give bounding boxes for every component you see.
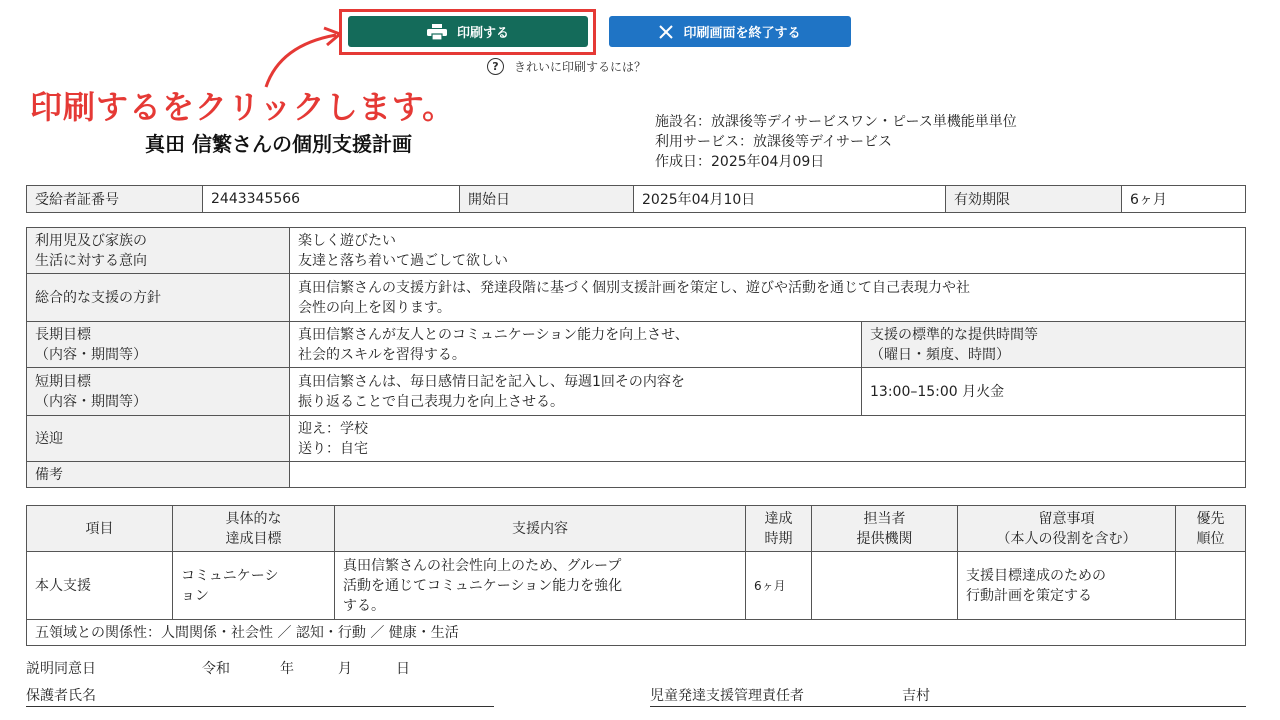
- guardian-signature-line: [26, 706, 494, 707]
- validity-label: 有効期限: [946, 186, 1122, 213]
- remarks-value: [290, 462, 1246, 488]
- certificate-table: [26, 185, 1246, 213]
- intent-label: 利用児及び家族の 生活に対する意向: [27, 228, 290, 274]
- policy-label: 総合的な支援の方針: [27, 274, 290, 322]
- col-content: 支援内容: [335, 506, 746, 552]
- consent-day: 日: [396, 661, 410, 677]
- cert-number-label: 受給者証番号: [27, 186, 203, 213]
- close-button-label: 印刷画面を終了する: [683, 26, 801, 41]
- validity-value: 6ヶ月: [1122, 186, 1246, 213]
- long-term-label: 長期目標 （内容・期間等）: [27, 322, 290, 368]
- long-term-goal: 真田信繁さんが友人とのコミュニケーション能力を向上させ、 社会的スキルを習得する。: [290, 322, 862, 368]
- help-text: きれいに印刷するには？: [514, 60, 647, 74]
- col-notes: 留意事項 （本人の役割を含む）: [958, 506, 1176, 552]
- close-icon: [659, 25, 673, 39]
- col-target: 具体的な 達成目標: [173, 506, 335, 552]
- goals-table: [26, 505, 1246, 646]
- short-term-label: 短期目標 （内容・期間等）: [27, 368, 290, 416]
- five-domains: 五領域との関係性：人間関係・社会性 ／ 認知・行動 ／ 健康・生活: [27, 620, 1246, 646]
- guardian-name-label: 保護者氏名: [26, 688, 96, 704]
- goal-target: コミュニケーシ ョン: [173, 552, 335, 620]
- close-print-view-button[interactable]: [609, 16, 851, 47]
- consent-date-label: 説明同意日: [26, 661, 96, 677]
- service-hours-label: 支援の標準的な提供時間等 （曜日・頻度、時間）: [862, 322, 1246, 368]
- print-help-link[interactable]: [487, 58, 646, 75]
- facility-info: [655, 112, 1017, 172]
- goal-priority: [1176, 552, 1246, 620]
- transport-label: 送迎: [27, 416, 290, 462]
- print-button[interactable]: [348, 16, 588, 47]
- printer-icon: [427, 24, 447, 40]
- intent-value: 楽しく遊びたい 友達と落ち着いて過ごして欲しい: [290, 228, 1246, 274]
- table-row: [27, 552, 1246, 620]
- created-date: 作成日：2025年04月09日: [655, 154, 825, 170]
- annotation-callout: 印刷するをクリックします。: [30, 88, 456, 126]
- transport-value: 迎え：学校 送り：自宅: [290, 416, 1246, 462]
- plan-title: 真田 信繁さんの個別支援計画: [145, 132, 412, 156]
- col-staff: 担当者 提供機関: [812, 506, 958, 552]
- goal-content: 真田信繁さんの社会性向上のため、グループ 活動を通じてコミュニケーション能力を強化 する。: [335, 552, 746, 620]
- consent-month: 月: [338, 661, 352, 677]
- manager-signature-line: [650, 706, 1246, 707]
- start-date-label: 開始日: [460, 186, 634, 213]
- service-hours-value: 13:00–15:00 月火金: [862, 368, 1246, 416]
- col-item: 項目: [27, 506, 173, 552]
- goal-period: 6ヶ月: [746, 552, 812, 620]
- goal-notes: 支援目標達成のための 行動計画を策定する: [958, 552, 1176, 620]
- service-type: 利用サービス：放課後等デイサービス: [655, 134, 893, 150]
- consent-year: 年: [280, 661, 294, 677]
- remarks-label: 備考: [27, 462, 290, 488]
- goal-staff: [812, 552, 958, 620]
- col-period: 達成 時期: [746, 506, 812, 552]
- print-button-label: 印刷する: [456, 26, 509, 41]
- help-icon: ?: [487, 58, 504, 75]
- goal-item: 本人支援: [27, 552, 173, 620]
- facility-name: 施設名：放課後等デイサービスワン・ピース単機能単単位: [655, 114, 1017, 130]
- short-term-goal: 真田信繁さんは、毎日感情日記を記入し、毎週1回その内容を 振り返ることで自己表現力を向上させる。: [290, 368, 862, 416]
- col-priority: 優先 順位: [1176, 506, 1246, 552]
- start-date: 2025年04月10日: [634, 186, 946, 213]
- cert-number: 2443345566: [203, 186, 460, 213]
- consent-era: 令和: [202, 661, 230, 677]
- policy-value: 真田信繁さんの支援方針は、発達段階に基づく個別支援計画を策定し、遊びや活動を通じて自己表現力や社 会性の向上を図ります。: [290, 274, 1246, 322]
- manager-label: 児童発達支援管理責任者: [650, 688, 804, 704]
- plan-table: [26, 227, 1246, 488]
- manager-name: 吉村: [902, 688, 930, 704]
